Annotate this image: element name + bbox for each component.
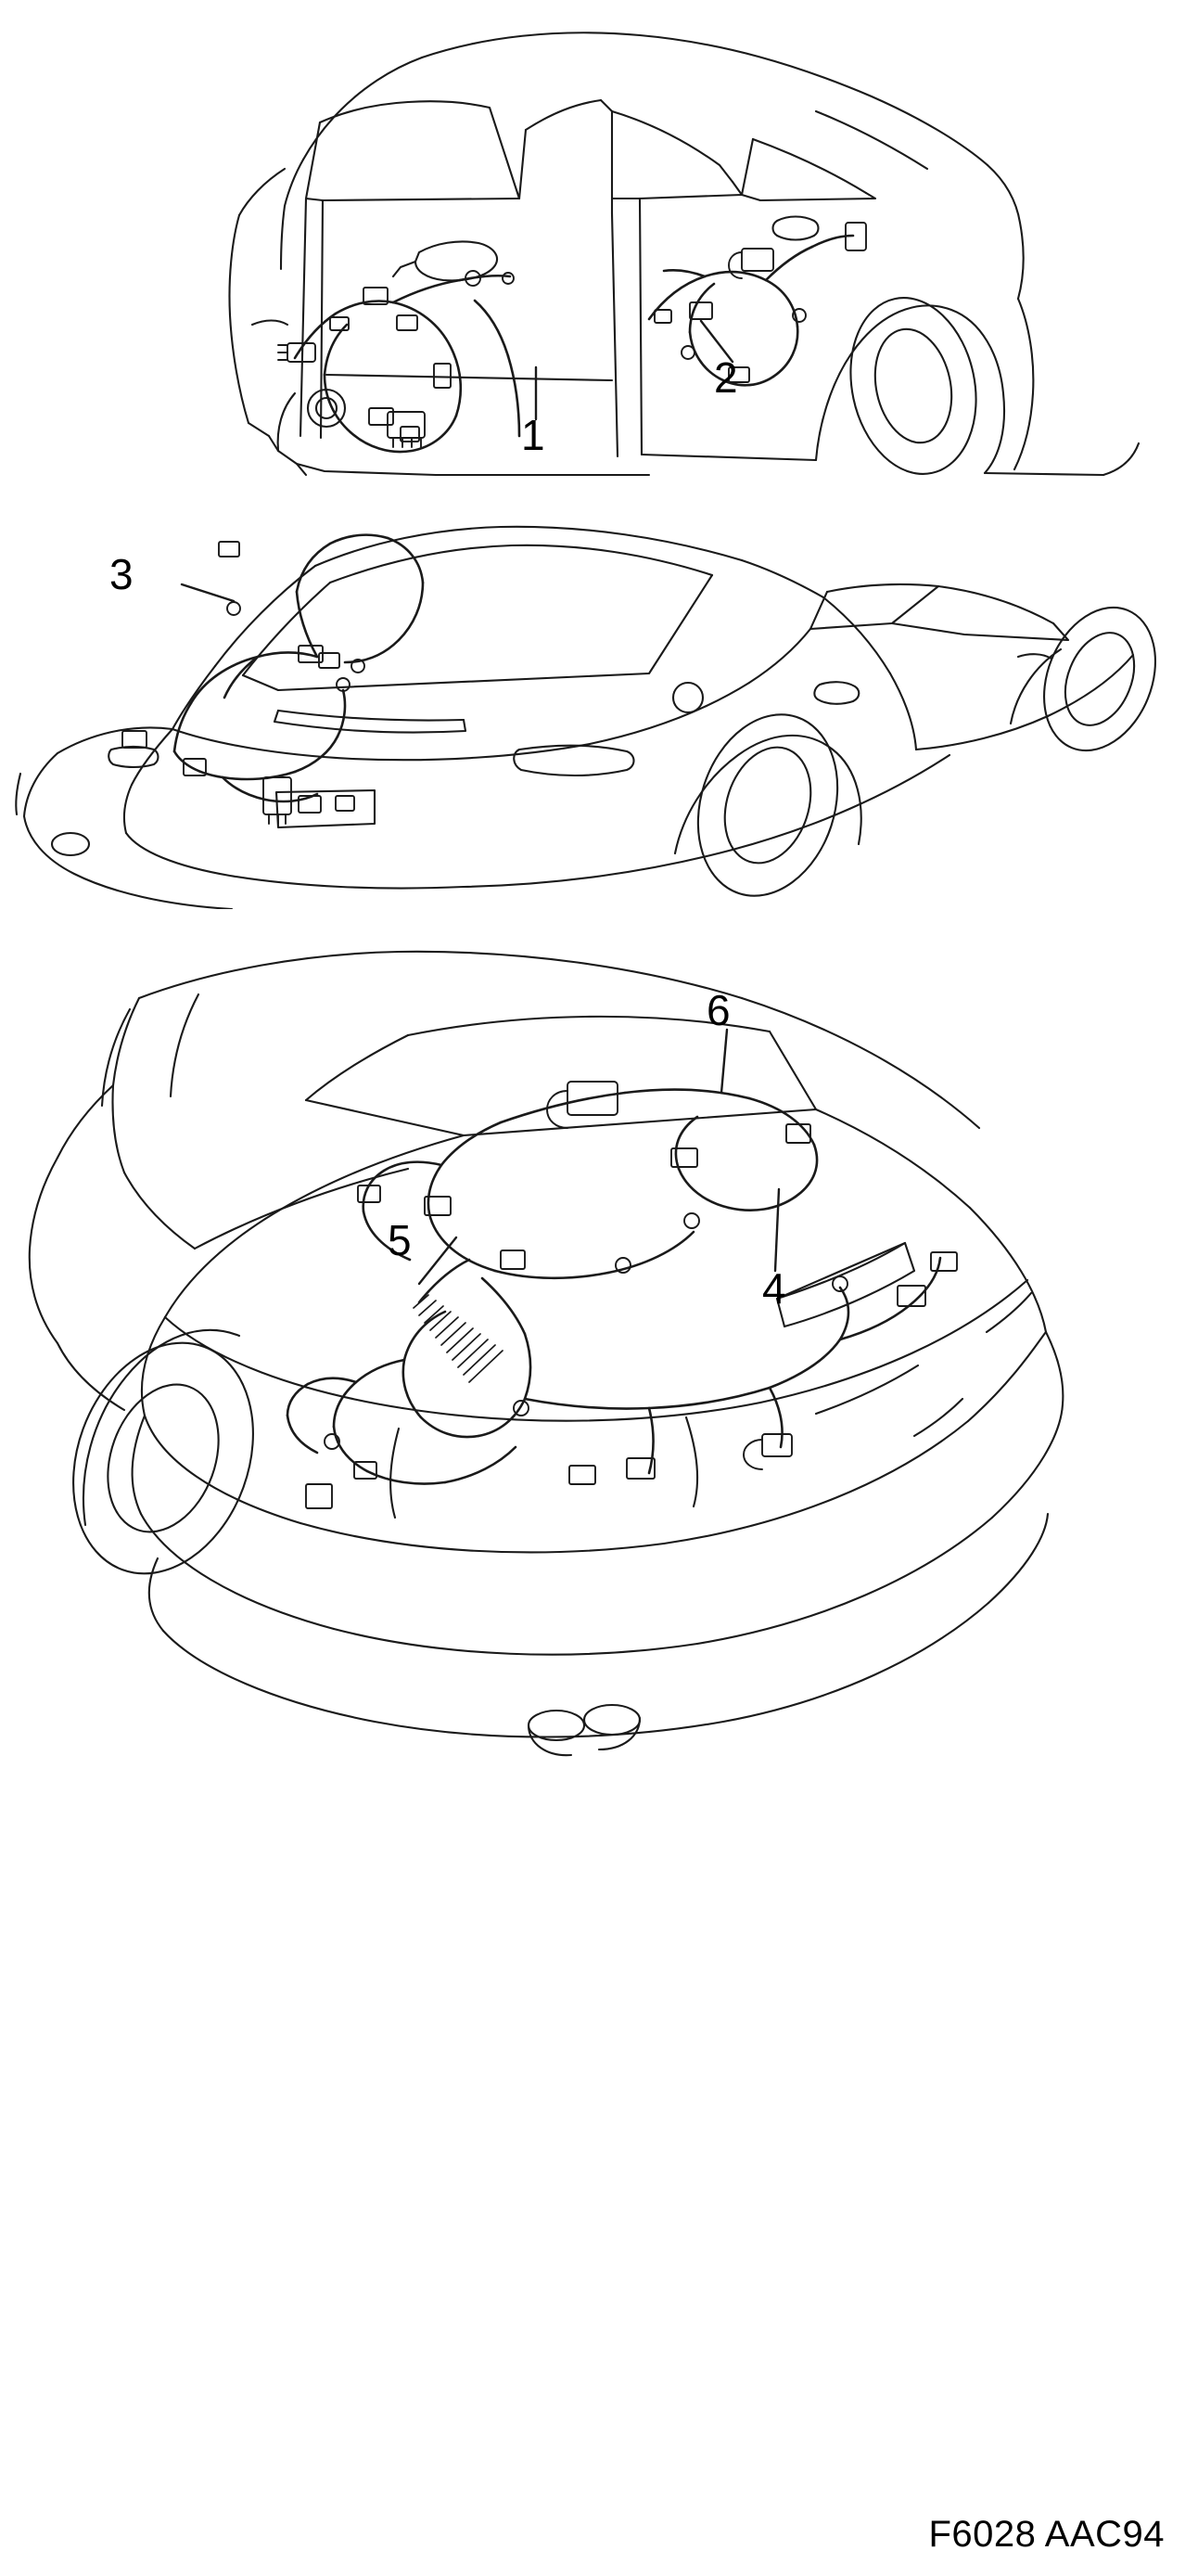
callout-4: 4 (762, 1264, 786, 1313)
callout-2: 2 (714, 353, 738, 402)
callout-5: 5 (388, 1216, 412, 1264)
harness-connectors-rear-door (655, 223, 866, 382)
harness-front-door (295, 276, 519, 452)
figure-panel-2 (0, 482, 1198, 909)
harness-tailgate (174, 535, 423, 801)
callout-leaders-panel-2 (182, 584, 234, 601)
callout-leaders-panel-1 (536, 321, 733, 419)
harness-rear-window-heater (363, 1090, 817, 1278)
harness-connectors-rear-window (358, 1082, 810, 1273)
car-body-outline-tailgate-detail (30, 952, 1064, 1755)
callout-1: 1 (521, 411, 545, 459)
callout-3: 3 (109, 550, 134, 598)
car-body-outline-front-rear-doors (229, 32, 1139, 482)
car-body-outline-rear-hatch (16, 527, 1176, 909)
figure-code: F6028 AAC94 (928, 2514, 1165, 2555)
harness-tailgate-hinge (287, 1260, 530, 1484)
callout-leaders-panel-3 (419, 1030, 779, 1284)
figure-panel-3 (0, 909, 1198, 2576)
callout-6: 6 (707, 986, 731, 1034)
harness-rear-door (649, 236, 853, 385)
figure-panel-1 (0, 0, 1198, 482)
